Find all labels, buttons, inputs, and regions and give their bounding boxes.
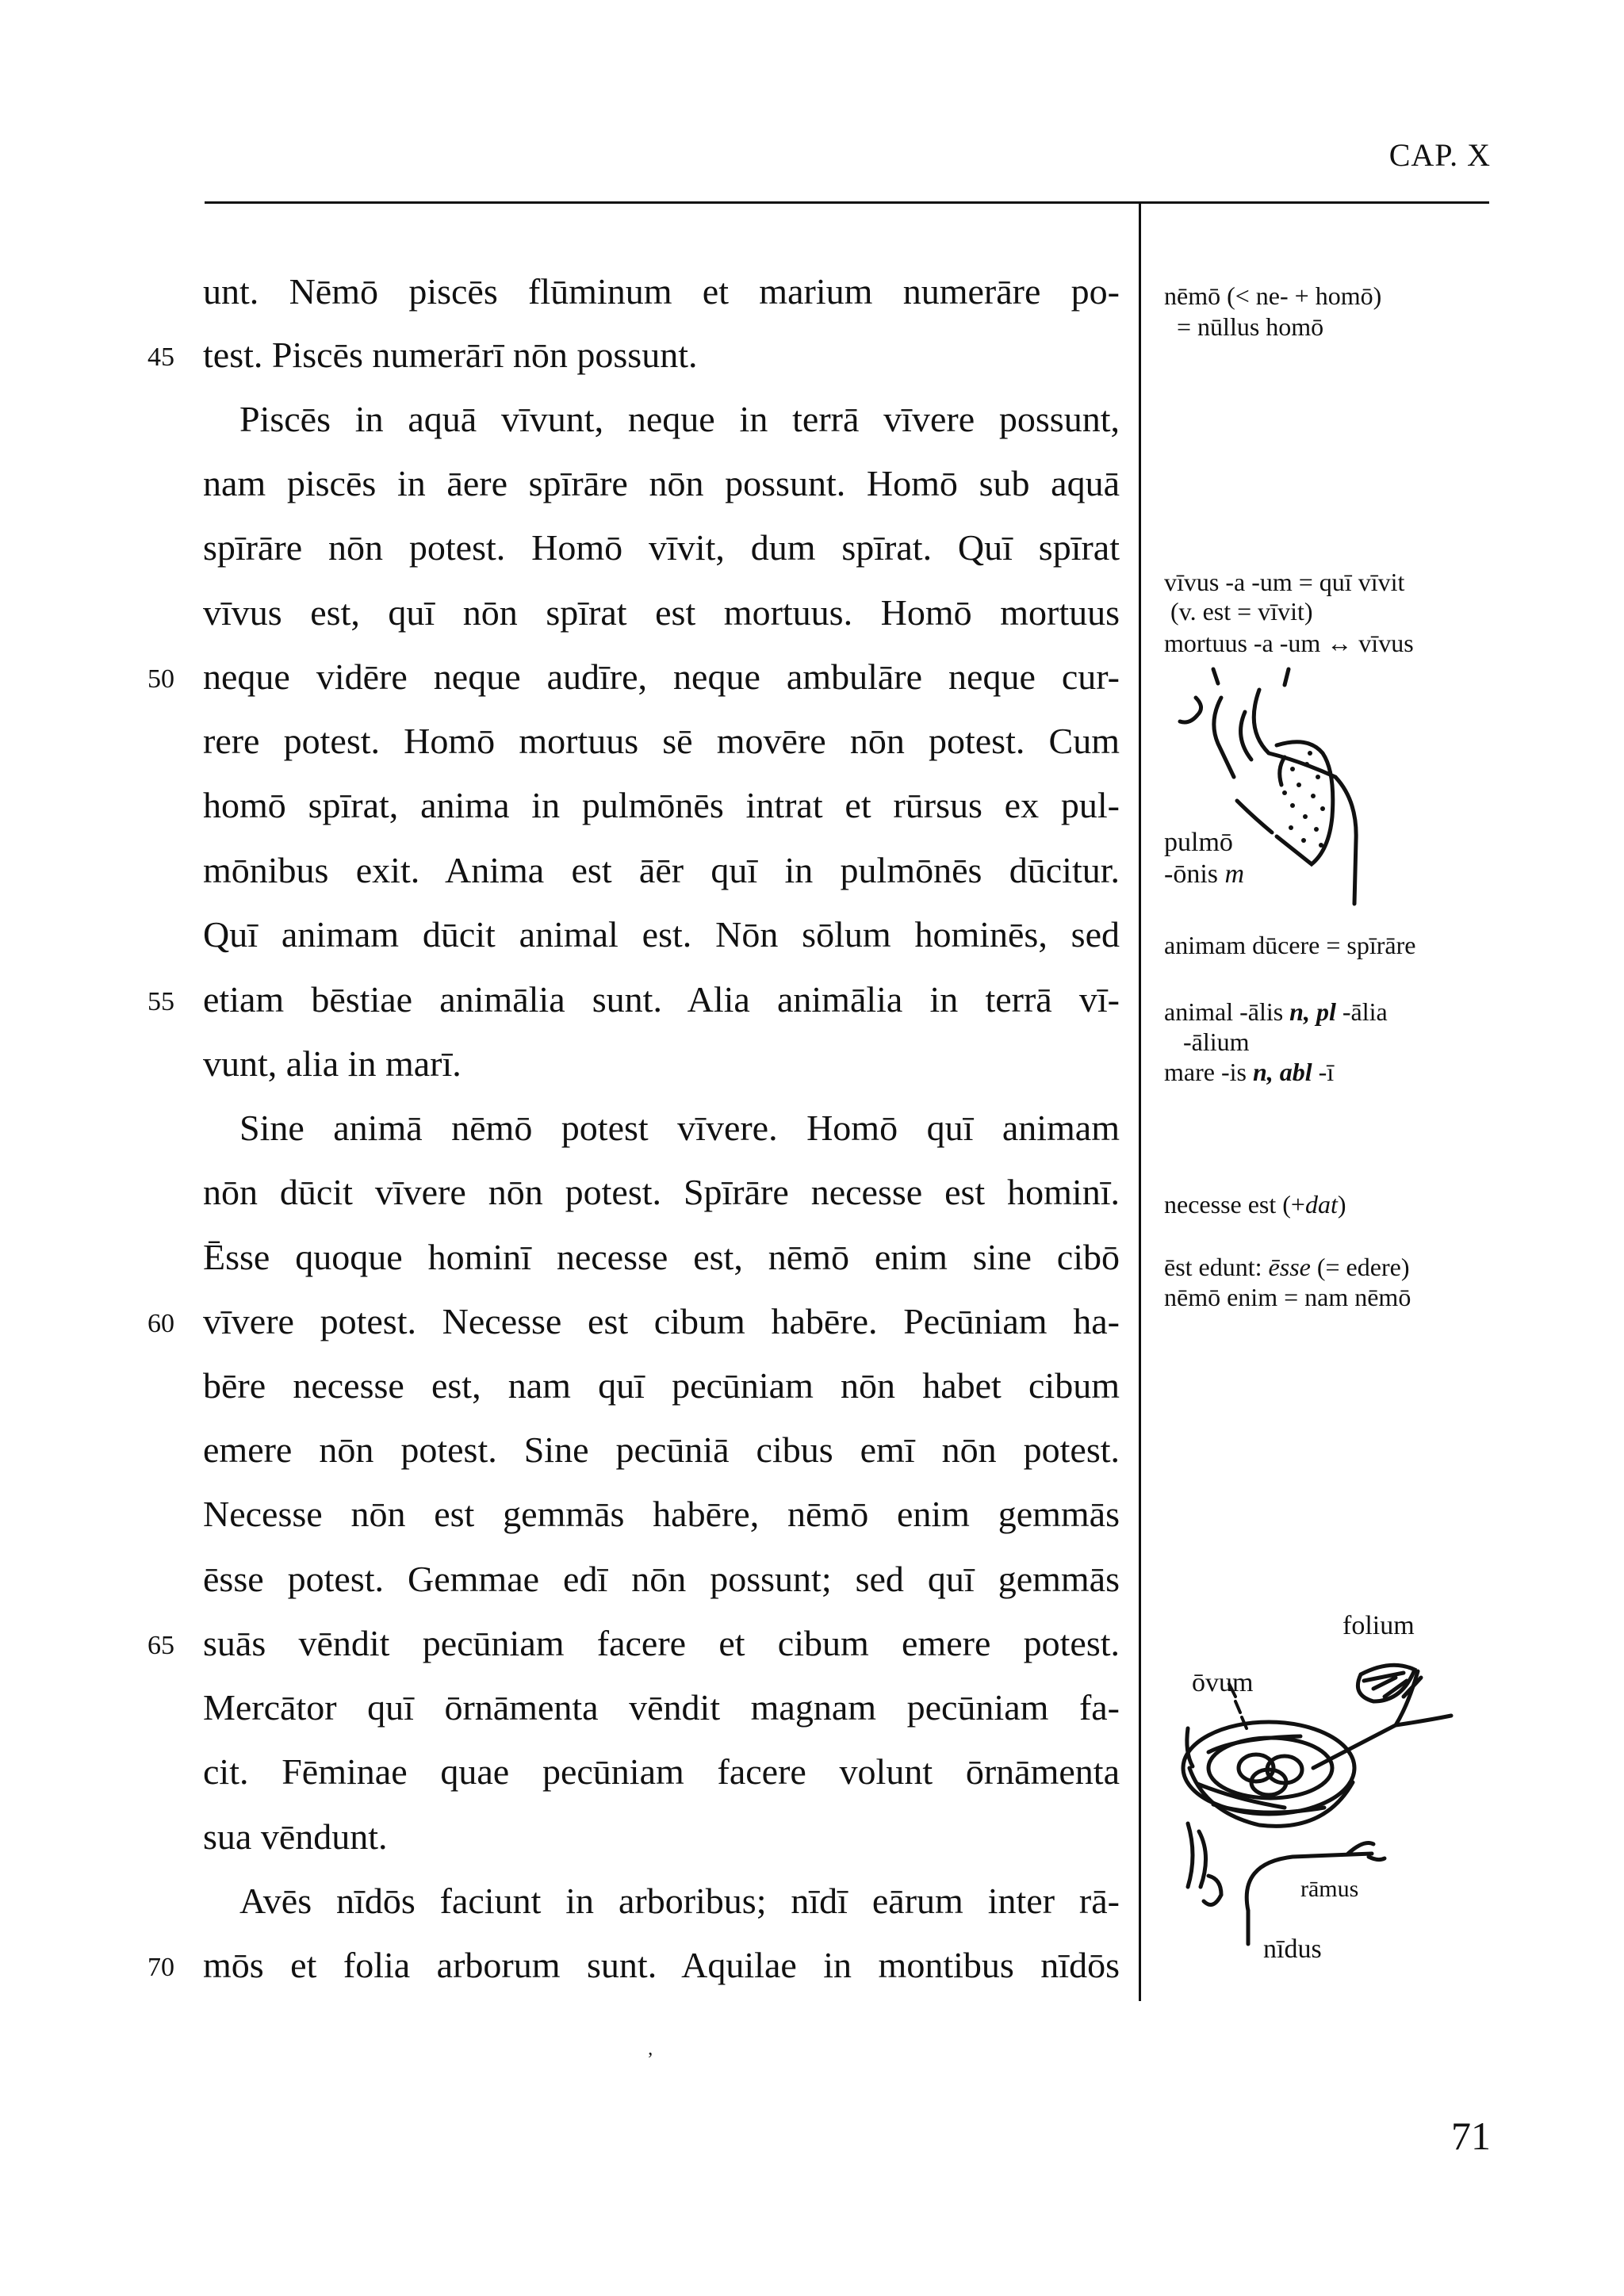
text-line: mōnibus exit. Anima est āēr quī in pulmōnēs dūcitur. — [203, 850, 1120, 890]
text-line: test. Piscēs numerārī nōn possunt. — [203, 335, 698, 375]
text-line: etiam bēstiae animālia sunt. Alia animālia in terrā vī- — [203, 979, 1120, 1020]
text-line: neque vidēre neque audīre, neque ambulāre neque cur- — [203, 656, 1120, 697]
line-number: 60 — [147, 1309, 174, 1338]
margin-note-nemo-def: = nūllus homō — [1177, 312, 1324, 341]
chapter-header: CAP. X — [1388, 137, 1491, 173]
text-line: cit. Fēminae quae pecūniam facere volunt ōrnāmenta — [203, 1751, 1120, 1792]
margin-note-mortuus: mortuus -a -um ↔ vīvus — [1164, 629, 1414, 657]
text-line: Ēsse quoque hominī necesse est, nēmō enim sine cibō — [203, 1237, 1120, 1277]
text-line: Avēs nīdōs faciunt in arboribus; nīdī eārum inter rā- — [239, 1881, 1120, 1921]
label-ovum: ōvum — [1192, 1668, 1254, 1697]
text-line: nōn dūcit vīvere nōn potest. Spīrāre necesse est hominī. — [203, 1172, 1120, 1212]
text-line: rere potest. Homō mortuus sē movēre nōn potest. Cum — [203, 721, 1120, 761]
margin-note-pulmo: pulmō — [1164, 828, 1233, 857]
margin-note-vivus-est: (v. est = vīvit) — [1170, 597, 1313, 626]
text-line: unt. Nēmō piscēs flūminum et marium numerāre po- — [203, 271, 1120, 312]
text-line: Quī animam dūcit animal est. Nōn sōlum hominēs, sed — [203, 914, 1120, 955]
margin-note-est-edunt: ēst edunt: ēsse (= edere) — [1164, 1253, 1410, 1281]
text-line: spīrāre nōn potest. Homō vīvit, dum spīrat. Quī spīrat — [203, 527, 1120, 568]
text-line: nam piscēs in āere spīrāre nōn possunt. Homō sub aquā — [203, 463, 1120, 503]
text-line: emere nōn potest. Sine pecūniā cibus emī nōn potest. — [203, 1429, 1120, 1470]
text-line: bēre necesse est, nam quī pecūniam nōn habet cibum — [203, 1365, 1120, 1406]
text-line: Sine animā nēmō potest vīvere. Homō quī animam — [239, 1108, 1120, 1148]
margin-note-animal-gen: -ālium — [1183, 1027, 1250, 1056]
page-number: 71 — [1451, 2114, 1491, 2158]
label-ramus: rāmus — [1300, 1876, 1359, 1902]
margin-note-animam: animam dūcere = spīrāre — [1164, 931, 1416, 959]
line-number: 55 — [147, 987, 174, 1016]
lung-illustration — [1166, 666, 1483, 928]
text-line: vīvus est, quī nōn spīrat est mortuus. Homō mortuus — [203, 592, 1120, 633]
label-folium: folium — [1342, 1611, 1415, 1640]
line-number: 50 — [147, 664, 174, 694]
stray-mark: ʼ — [647, 2049, 653, 2070]
margin-note-necesse: necesse est (+dat) — [1164, 1190, 1346, 1219]
label-nidus: nīdus — [1263, 1934, 1322, 1964]
text-line: mōs et folia arborum sunt. Aquilae in montibus nīdōs — [203, 1945, 1120, 1985]
text-line: Mercātor quī ōrnāmenta vēndit magnam pecūniam fa- — [203, 1687, 1120, 1728]
text-line: Necesse nōn est gemmās habēre, nēmō enim gemmās — [203, 1494, 1120, 1534]
text-line: ēsse potest. Gemmae edī nōn possunt; sed quī gemmās — [203, 1559, 1120, 1599]
margin-note-mare: mare -is n, abl -ī — [1164, 1058, 1335, 1086]
header-rule — [205, 201, 1489, 204]
text-line: sua vēndunt. — [203, 1816, 388, 1857]
text-line: Piscēs in aquā vīvunt, neque in terrā vīvere possunt, — [239, 399, 1120, 439]
line-number: 65 — [147, 1631, 174, 1660]
margin-note-nemo-enim: nēmō enim = nam nēmō — [1164, 1283, 1411, 1311]
margin-note-vivus: vīvus -a -um = quī vīvit — [1164, 568, 1405, 596]
line-number: 45 — [147, 342, 174, 372]
margin-note-nemo: nēmō (< ne- + homō) — [1164, 281, 1382, 310]
margin-note-animal: animal -ālis n, pl -ālia — [1164, 997, 1388, 1026]
margin-divider — [1139, 201, 1141, 2001]
text-line: suās vēndit pecūniam facere et cibum emere potest. — [203, 1623, 1120, 1663]
text-line: homō spīrat, anima in pulmōnēs intrat et rūrsus ex pul- — [203, 785, 1120, 825]
text-line: vunt, alia in marī. — [203, 1043, 462, 1084]
text-line: vīvere potest. Necesse est cibum habēre. Pecūniam ha- — [203, 1301, 1120, 1341]
margin-note-pulmo-gen: -ōnis m — [1164, 859, 1245, 889]
line-number: 70 — [147, 1953, 174, 1982]
